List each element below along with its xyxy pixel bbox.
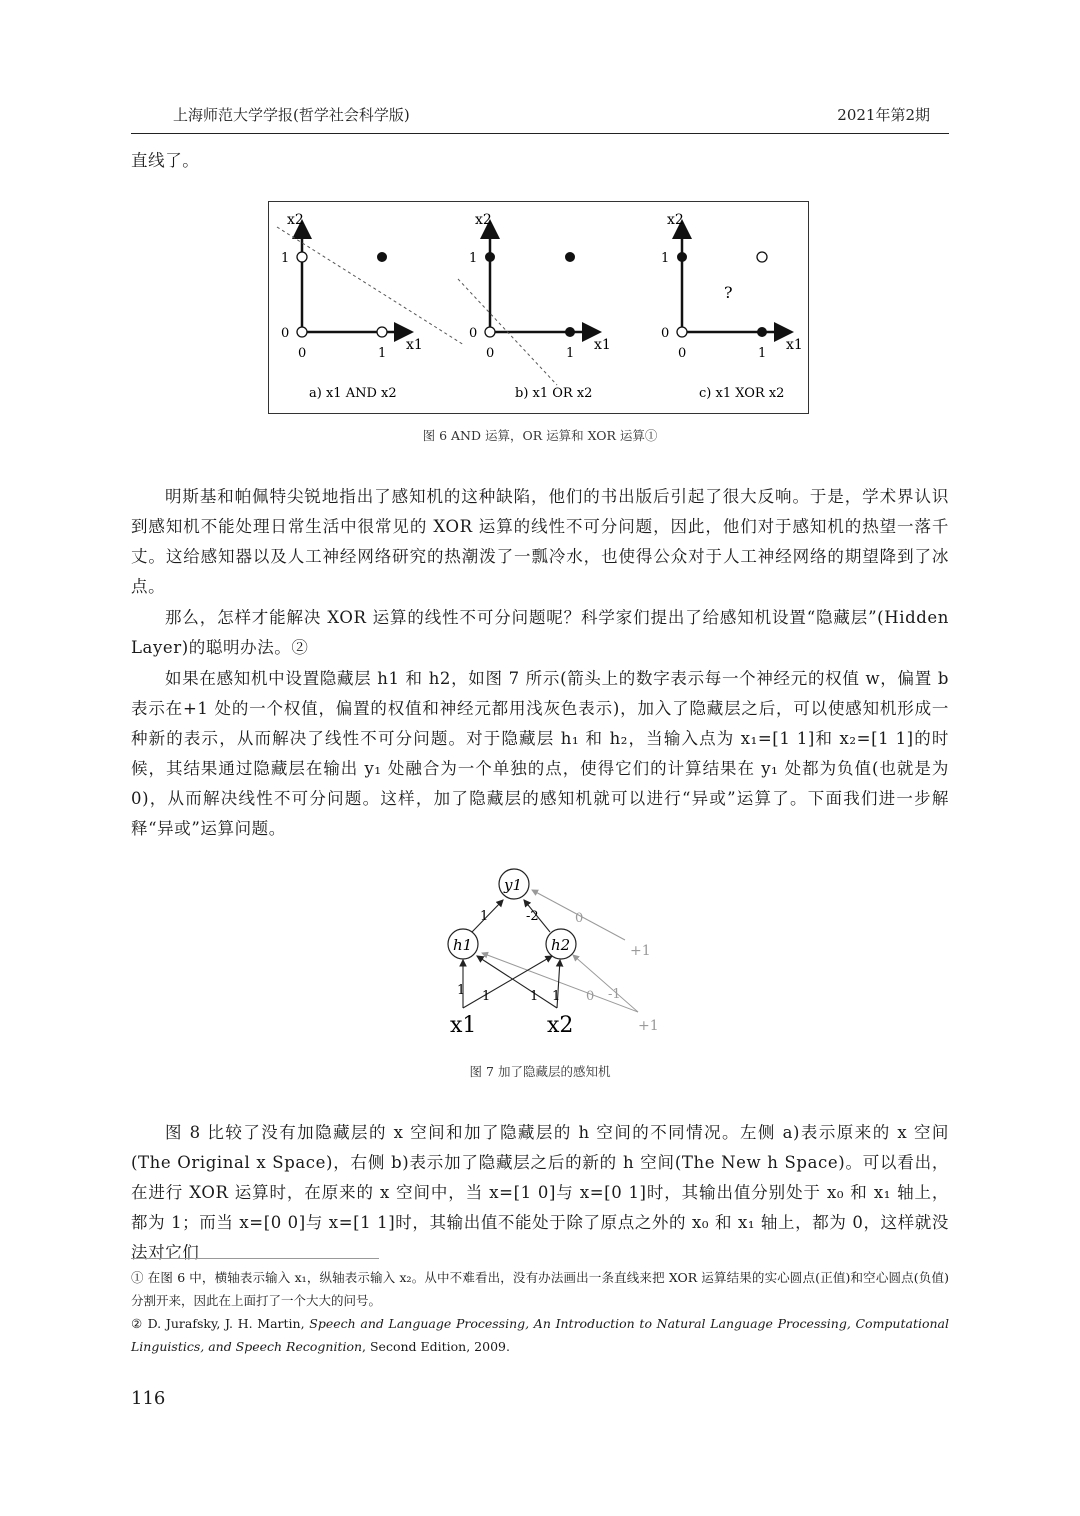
point-1-0 [565,327,575,337]
tick-y-0: 0 [281,326,290,341]
x-axis-label: x1 [786,337,803,353]
tick-x-1: 1 [758,346,767,361]
footnote-2 [131,1312,949,1358]
intro-line: 直线了。 [131,151,200,170]
weight-bias-y1: 0 [575,911,584,926]
weight-x1-h2: 1 [482,989,491,1004]
point-0-0 [297,327,307,337]
x-axis-label: x1 [594,337,611,353]
point-1-0 [757,327,767,337]
tick-x-1: 1 [566,346,575,361]
point-0-1 [485,252,495,262]
label-h1: h1 [453,936,473,954]
tick-x-1: 1 [378,346,387,361]
weight-x2-h1: 1 [530,989,539,1004]
weight-bias-h1: 0 [586,989,595,1004]
panel-caption: a) x1 AND x2 [309,386,397,401]
footnote-1: ① 在图 6 中，横轴表示输入 x₁，纵轴表示输入 x₂。从中不难看出，没有办法画出一条直线来把 XOR 运算结果的实心圆点(正值)和空心圆点(负值)分割开来，因此在上面打了一个大大的问号。 [131,1270,949,1308]
footnote-2-title: Speech and Language Processing, An Introduction to Natural Language Processing, Computational Linguistics, and Speech Recognition [131,1316,950,1354]
tick-x-0: 0 [678,346,687,361]
tick-x-0: 0 [486,346,495,361]
page-number: 116 [131,1388,166,1409]
label-h2: h2 [551,936,571,954]
edge-x1-h2 [463,956,552,1008]
tick-y-0: 0 [469,326,478,341]
figure-6-caption: 图 6 AND 运算，OR 运算和 XOR 运算① [422,428,658,443]
bias-source-h: +1 [638,1018,659,1034]
label-y1: y1 [504,876,523,894]
weight-h1-y1: 1 [480,909,489,924]
footnote-2-edition: , Second Edition, 2009. [362,1339,510,1354]
figure-6-svg [269,202,807,412]
footnote-rule [131,1258,379,1259]
tick-y-1: 1 [469,251,478,266]
figure-7-caption: 图 7 加了隐藏层的感知机 [469,1064,611,1079]
y-axis-label: x2 [667,212,684,228]
weight-bias-h2: -1 [608,987,621,1002]
point-0-1 [677,252,687,262]
point-1-0 [377,327,387,337]
figure-7 [420,860,670,1045]
paragraph-4: 图 8 比较了没有加隐藏层的 x 空间和加了隐藏层的 h 空间的不同情况。左侧 a)表示原来的 x 空间(The Original x Space)，右侧 b)表示加了隐藏层之后的新的 h 空间(The New h Space)。可以看出，在进行 XOR 运算时，在原来的 x 空间中，当 x=[1 0]与 x=[0 1]时，其输出值分别处于 x₀ 和 x₁ 轴上，都为 1；而当 x=[0 0]与 x=[1 1]时，其输出值不能处于除了原点之外的 x₀ 和 x₁ 轴上，都为 0，这样就没法对它们 [131,1123,949,1262]
panel-or [458,212,611,401]
tick-x-0: 0 [298,346,307,361]
point-1-1 [377,252,387,262]
weight-x1-h1: 1 [457,983,466,998]
panel-caption: b) x1 OR x2 [515,386,593,401]
label-x2: x2 [547,1013,574,1038]
issue-label: 2021年第2期 [837,106,930,124]
bias-source-y1: +1 [630,943,651,959]
figure-6 [268,201,809,414]
panel-xor [661,212,803,401]
point-1-1 [757,252,767,262]
y-axis-label: x2 [475,212,492,228]
tick-y-1: 1 [281,251,290,266]
paragraph-1: 明斯基和帕佩特尖锐地指出了感知机的这种缺陷，他们的书出版后引起了很大反响。于是，学术界认识到感知机不能处理日常生活中很常见的 XOR 运算的线性不可分问题，因此，他们对于感知机的热望一落千丈。这给感知器以及人工神经网络研究的热潮泼了一瓢冷水，也使得公众对于人工神经网络的期望降到了冰点。 [131,487,949,596]
question-mark: ? [724,283,733,302]
point-0-0 [677,327,687,337]
point-1-1 [565,252,575,262]
footnote-2-authors: ② D. Jurafsky, J. H. Martin, [131,1316,305,1331]
tick-y-1: 1 [661,251,670,266]
panel-caption: c) x1 XOR x2 [699,386,785,401]
panel-and [277,212,464,401]
weight-x2-h2: 1 [552,989,561,1004]
point-0-1 [297,252,307,262]
journal-title: 上海师范大学学报(哲学社会科学版) [173,106,410,124]
edge-bias-h2 [573,955,638,1012]
paragraph-3: 如果在感知机中设置隐藏层 h1 和 h2，如图 7 所示(箭头上的数字表示每一个神经元的权值 w，偏置 b 表示在+1 处的一个权值，偏置的权值和神经元都用浅灰色表示)，加入了隐藏层之后，可以使感知机形成一种新的表示，从而解决了线性不可分问题。对于隐藏层 h₁ 和 h₂，当输入点为 x₁=[1 1]和 x₂=[1 1]的时候，其结果通过隐藏层在输出 y₁ 处融合为一个单独的点，使得它们的计算结果在 y₁ 处都为负值(也就是为 0)，从而解决线性不可分问题。这样，加了隐藏层的感知机就可以进行“异或”运算了。下面我们进一步解释“异或”运算问题。 [131,669,949,838]
y-axis-label: x2 [287,212,304,228]
x-axis-label: x1 [406,337,423,353]
paragraph-2: 那么，怎样才能解决 XOR 运算的线性不可分问题呢？科学家们提出了给感知机设置“隐藏层”(Hidden Layer)的聪明办法。② [131,608,949,657]
weight-h2-y1: -2 [526,909,539,924]
header-rule [131,133,949,134]
label-x1: x1 [450,1013,477,1038]
point-0-0 [485,327,495,337]
tick-y-0: 0 [661,326,670,341]
